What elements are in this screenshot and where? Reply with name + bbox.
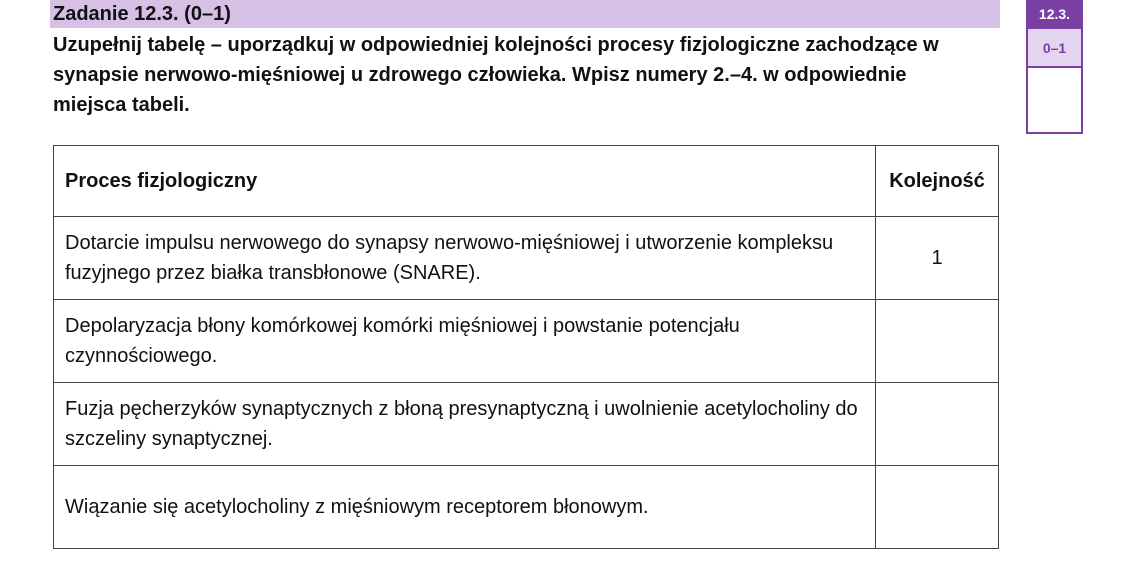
process-cell: Dotarcie impulsu nerwowego do synapsy nerwowo-mięśniowej i utworzenie kompleksu fuzyjnego przez białka transbłonowe (SNARE). — [54, 217, 876, 300]
order-cell: 1 — [876, 217, 999, 300]
order-input-cell[interactable] — [876, 383, 999, 466]
process-cell: Depolaryzacja błony komórkowej komórki mięśniowej i powstanie potencjału czynnościowego. — [54, 300, 876, 383]
task-header — [50, 0, 1000, 28]
table-row — [54, 217, 999, 300]
order-input-cell[interactable] — [876, 466, 999, 549]
process-table — [53, 145, 999, 549]
header-order: Kolejność — [876, 146, 999, 217]
task-title: Zadanie 12.3. (0–1) — [53, 3, 231, 25]
header-process: Proces fizjologiczny — [54, 146, 876, 217]
table-row — [54, 300, 999, 383]
table-row — [54, 466, 999, 549]
table-header-row — [54, 146, 999, 217]
process-cell: Fuzja pęcherzyków synaptycznych z błoną presynaptyczną i uwolnienie acetylocholiny do szczeliny synaptycznej. — [54, 383, 876, 466]
score-task-number: 12.3. — [1028, 0, 1081, 29]
score-box — [1026, 0, 1083, 134]
score-range: 0–1 — [1028, 29, 1081, 68]
process-cell: Wiązanie się acetylocholiny z mięśniowym receptorem błonowym. — [54, 466, 876, 549]
task-instruction: Uzupełnij tabelę – uporządkuj w odpowiedniej kolejności procesy fizjologiczne zachodzące w synapsie nerwowo-mięśniowej u zdrowego człowieka. Wpisz numery 2.–4. w odpowiednie miejsca tabeli. — [53, 34, 939, 116]
score-points-field[interactable] — [1028, 68, 1081, 132]
order-input-cell[interactable] — [876, 300, 999, 383]
table-row — [54, 383, 999, 466]
